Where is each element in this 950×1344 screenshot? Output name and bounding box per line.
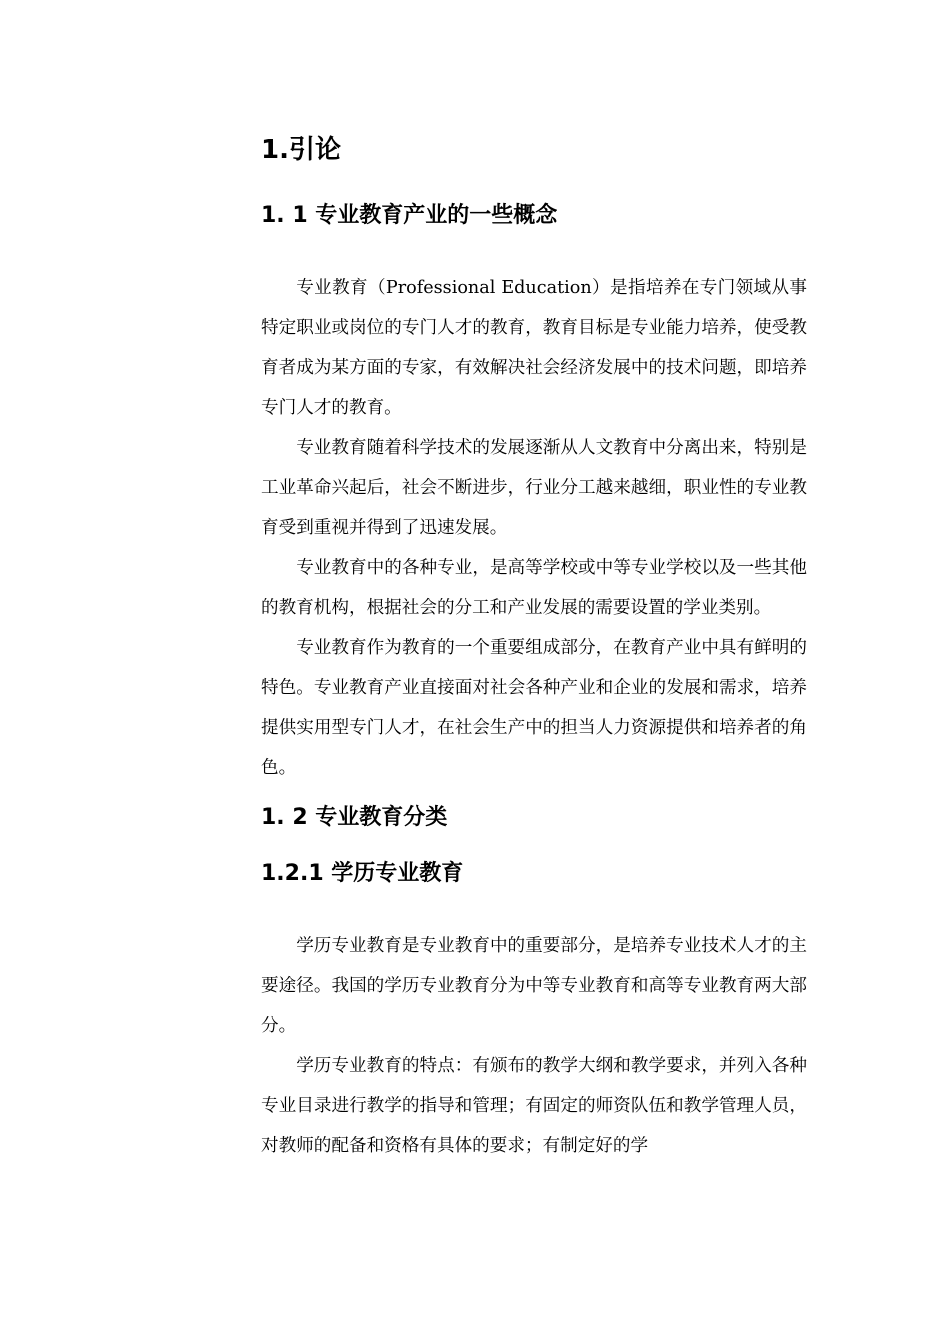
section-heading-1-2: 1. 2 专业教育分类 [261, 805, 448, 830]
paragraph: 专业教育中的各种专业，是高等学校或中等专业学校以及一些其他的教育机构，根据社会的分工和产业发展的需要设置的学业类别。 [261, 558, 807, 618]
page-content [261, 132, 807, 1166]
paragraph: 专业教育随着科学技术的发展逐渐从人文教育中分离出来，特别是工业革命兴起后，社会不断进步，行业分工越来越细，职业性的专业教育受到重视并得到了迅速发展。 [261, 438, 807, 538]
paragraph: 学历专业教育的特点：有颁布的教学大纲和教学要求，并列入各种专业目录进行教学的指导和管理；有固定的师资队伍和教学管理人员，对教师的配备和资格有具体的要求；有制定好的学 [261, 1056, 807, 1156]
paragraph: 专业教育（Professional Education）是指培养在专门领域从事特定职业或岗位的专门人才的教育，教育目标是专业能力培养，使受教育者成为某方面的专家，有效解决社会经济发展中的技术问题，即培养专门人才的教育。 [261, 278, 807, 418]
chapter-heading: 1.引论 [261, 135, 341, 165]
paragraph: 学历专业教育是专业教育中的重要部分，是培养专业技术人才的主要途径。我国的学历专业教育分为中等专业教育和高等专业教育两大部分。 [261, 936, 807, 1036]
subsection-heading-1-2-1: 1.2.1 学历专业教育 [261, 861, 464, 886]
paragraph: 专业教育作为教育的一个重要组成部分，在教育产业中具有鲜明的特色。专业教育产业直接面对社会各种产业和企业的发展和需求，培养提供实用型专门人才，在社会生产中的担当人力资源提供和培养者的角色。 [261, 638, 807, 778]
section-heading-1-1: 1. 1 专业教育产业的一些概念 [261, 203, 558, 228]
